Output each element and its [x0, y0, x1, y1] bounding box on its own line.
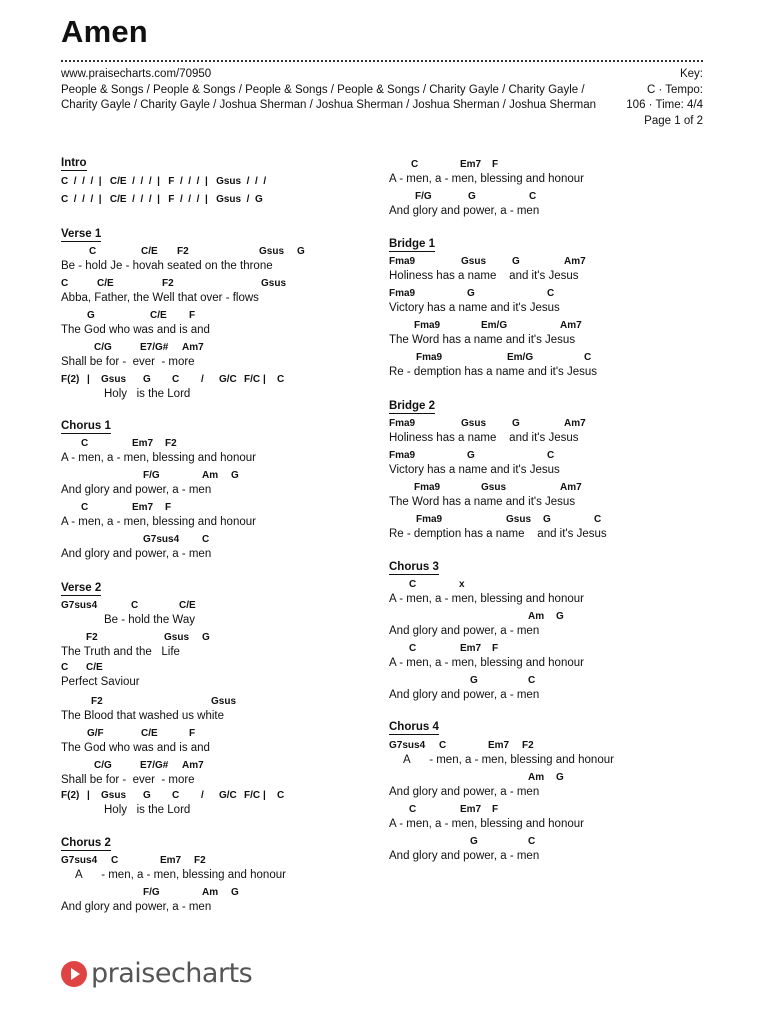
chord: F2	[86, 632, 98, 643]
chord: C	[131, 600, 139, 611]
chord: F2	[522, 740, 534, 751]
chord: C/G	[94, 342, 112, 353]
key-tempo: C · Tempo:	[646, 83, 703, 96]
chord: C/E	[150, 310, 167, 321]
intro-line: C / / / | C/E / / / | F / / / | Gsus / G	[61, 194, 263, 205]
chord: /	[201, 374, 204, 385]
chord: F2	[91, 696, 103, 707]
chord: G	[143, 374, 151, 385]
chord: C	[529, 191, 537, 202]
chord: Gsus	[261, 278, 287, 289]
intro-line: C / / / | C/E / / / | F / / / | Gsus / / /	[61, 176, 267, 187]
chord: G	[470, 836, 478, 847]
song-meta	[61, 67, 606, 114]
lyric-line: A - men, a - men, blessing and honour	[61, 516, 256, 528]
chord: F/G	[143, 470, 160, 481]
chord: Fma9	[414, 482, 441, 493]
chord: C	[81, 502, 89, 513]
chord: F	[492, 643, 499, 654]
chord: C	[439, 740, 447, 751]
chord: C	[172, 374, 180, 385]
lyric-line: Abba, Father, the Well that over - flows	[61, 292, 259, 304]
chord: Am	[202, 887, 219, 898]
chord: F	[492, 159, 499, 170]
lyric-line: A - men, a - men, blessing and honour	[389, 657, 584, 669]
song-info	[593, 67, 703, 129]
play-circle-icon	[61, 961, 87, 987]
chord: G	[470, 675, 478, 686]
chord: G/C	[219, 790, 237, 801]
chord: G	[143, 790, 151, 801]
chord: C	[547, 450, 555, 461]
chord: C	[411, 159, 419, 170]
song-url[interactable]: www.praisecharts.com/70950	[61, 68, 212, 80]
tempo-time: 106 · Time: 4/4	[626, 99, 703, 111]
chord: G	[512, 256, 520, 267]
lyric-line: And glory and power, a - men	[61, 548, 212, 560]
chord: Em7	[460, 643, 482, 654]
lyric-line: And glory and power, a - men	[389, 625, 540, 637]
chord: x	[459, 579, 465, 590]
lyric-line: Re - demption has a name and it's Jesus	[389, 528, 607, 540]
chord: G7sus4	[389, 740, 426, 751]
chord: Em7	[132, 502, 154, 513]
chord: C	[61, 278, 69, 289]
chord: Fma9	[389, 288, 416, 299]
chord: C/E	[179, 600, 196, 611]
chord: Am7	[182, 342, 204, 353]
lyric-line: A - men, a - men, blessing and honour	[403, 754, 614, 766]
chord: Gsus	[506, 514, 532, 525]
lyric-line: The God who was and is and	[61, 324, 210, 336]
chord: Gsus	[481, 482, 507, 493]
chord: C	[277, 374, 285, 385]
lyric-line: The Blood that washed us white	[61, 710, 225, 722]
chord: G7sus4	[61, 855, 98, 866]
chord: F/C	[244, 374, 261, 385]
chord: Gsus	[259, 246, 285, 257]
chord: F	[492, 804, 499, 815]
chord: F/G	[143, 887, 160, 898]
lyric-line: And glory and power, a - men	[389, 850, 540, 862]
chord: C	[584, 352, 592, 363]
section-heading-chorus-4: Chorus 4	[389, 721, 439, 733]
lyric-line: The God who was and is and	[61, 742, 210, 754]
section-heading-chorus-2: Chorus 2	[61, 837, 111, 849]
lyric-line: A - men, a - men, blessing and honour	[389, 173, 584, 185]
chord: Em/G	[481, 320, 508, 331]
chord: G	[231, 470, 239, 481]
chord: F2	[165, 438, 177, 449]
section-heading-bridge-2: Bridge 2	[389, 400, 436, 412]
chord: C	[172, 790, 180, 801]
song-credits: People & Songs / People & Songs / People & Songs / People & Songs / Charity Gayle / Charity Gayle / Charity Gayle / Charity Gayle / Joshua Sherman / Joshua Sherman / Joshua Sherman / Joshua Sherman	[61, 83, 597, 111]
chord: C	[202, 534, 210, 545]
lyric-line: Be - hold the Way	[104, 614, 195, 626]
chord: F	[189, 310, 196, 321]
section-heading-bridge-1: Bridge 1	[389, 238, 436, 250]
chord: Em7	[460, 804, 482, 815]
chord: Fma9	[389, 256, 416, 267]
lyric-line: Be - hold Je - hovah seated on the throne	[61, 260, 273, 272]
lyric-line: And glory and power, a - men	[61, 901, 212, 913]
dotted-divider	[61, 60, 703, 62]
chord: G	[543, 514, 551, 525]
chord: C	[409, 643, 417, 654]
lyric-line: Holy is the Lord	[104, 804, 191, 816]
chord: G	[467, 450, 475, 461]
chord: F	[165, 502, 172, 513]
chord: G	[231, 887, 239, 898]
section-heading-intro: Intro	[61, 157, 87, 169]
chord: Em7	[160, 855, 182, 866]
chord: C/E	[141, 728, 158, 739]
chord: C	[409, 804, 417, 815]
page-number: Page 1 of 2	[644, 114, 703, 127]
chord: E7/G#	[140, 760, 169, 771]
lyric-line: Shall be for - ever - more	[61, 356, 195, 368]
chord: Em7	[460, 159, 482, 170]
brand-name: praisecharts	[91, 958, 253, 989]
lyric-line: The Truth and the Life	[61, 646, 180, 658]
chord: |	[263, 374, 266, 385]
chord: Am7	[560, 320, 582, 331]
lyric-line: A - men, a - men, blessing and honour	[75, 869, 286, 881]
chord: C/E	[141, 246, 158, 257]
chord: |	[263, 790, 266, 801]
chord: F/C	[244, 790, 261, 801]
chord: F/G	[415, 191, 432, 202]
chord: C/E	[86, 662, 103, 673]
lyric-line: The Word has a name and it's Jesus	[389, 334, 576, 346]
section-heading-chorus-3: Chorus 3	[389, 561, 439, 573]
chord: F2	[162, 278, 174, 289]
chord: |	[87, 374, 90, 385]
chord: C	[61, 662, 69, 673]
praisecharts-logo[interactable]	[61, 958, 252, 989]
chord: Fma9	[414, 320, 441, 331]
chord: Fma9	[389, 450, 416, 461]
lyric-line: And glory and power, a - men	[389, 689, 540, 701]
lyric-line: A - men, a - men, blessing and honour	[61, 452, 256, 464]
chord: C	[528, 675, 536, 686]
chord: Am7	[564, 418, 586, 429]
chord: Fma9	[389, 418, 416, 429]
chord: C	[277, 790, 285, 801]
chord: Gsus	[101, 374, 127, 385]
chord: F(2)	[61, 374, 80, 385]
chord: G	[87, 310, 95, 321]
lyric-line: Shall be for - ever - more	[61, 774, 195, 786]
chord: G7sus4	[61, 600, 98, 611]
chord: Am7	[560, 482, 582, 493]
chord: F2	[194, 855, 206, 866]
chord: C/E	[97, 278, 114, 289]
lyric-line: And glory and power, a - men	[61, 484, 212, 496]
chord: C	[111, 855, 119, 866]
chord: G	[556, 611, 564, 622]
chord: |	[87, 790, 90, 801]
chord: F2	[177, 246, 189, 257]
chord: C	[528, 836, 536, 847]
lyric-line: And glory and power, a - men	[389, 205, 540, 217]
chord: Am	[528, 772, 545, 783]
chord: Am7	[182, 760, 204, 771]
lyric-line: A - men, a - men, blessing and honour	[389, 593, 584, 605]
chord: Em7	[132, 438, 154, 449]
chord: C	[547, 288, 555, 299]
chord: G	[468, 191, 476, 202]
chord: C	[81, 438, 89, 449]
chord: Gsus	[461, 418, 487, 429]
lyric-line: Victory has a name and it's Jesus	[389, 302, 560, 314]
chord: C	[594, 514, 602, 525]
chord: G	[512, 418, 520, 429]
section-heading-verse-2: Verse 2	[61, 582, 102, 594]
chord: Am	[202, 470, 219, 481]
lyric-line: Holiness has a name and it's Jesus	[389, 270, 579, 282]
lyric-line: Victory has a name and it's Jesus	[389, 464, 560, 476]
chord: Fma9	[416, 514, 443, 525]
chord: G	[556, 772, 564, 783]
chord: Gsus	[101, 790, 127, 801]
chord: /	[201, 790, 204, 801]
chord: G/F	[87, 728, 104, 739]
chord: G7sus4	[143, 534, 180, 545]
chord: Gsus	[461, 256, 487, 267]
lyric-line: Holiness has a name and it's Jesus	[389, 432, 579, 444]
chord: Em/G	[507, 352, 534, 363]
lyric-line: The Word has a name and it's Jesus	[389, 496, 576, 508]
section-heading-verse-1: Verse 1	[61, 228, 102, 240]
lyric-line: Re - demption has a name and it's Jesus	[389, 366, 598, 378]
chord: Gsus	[164, 632, 190, 643]
lyric-line: A - men, a - men, blessing and honour	[389, 818, 584, 830]
lyric-line: And glory and power, a - men	[389, 786, 540, 798]
chord: F	[189, 728, 196, 739]
chord: Am	[528, 611, 545, 622]
chord: C	[89, 246, 97, 257]
chord: G	[297, 246, 305, 257]
chord: G	[202, 632, 210, 643]
chord: F(2)	[61, 790, 80, 801]
chord: Am7	[564, 256, 586, 267]
chord: C	[409, 579, 417, 590]
chord: Gsus	[211, 696, 237, 707]
key-label: Key:	[679, 68, 703, 80]
chord: Em7	[488, 740, 510, 751]
lyric-line: Holy is the Lord	[104, 388, 191, 400]
lyric-line: Perfect Saviour	[61, 676, 140, 688]
song-title: Amen	[61, 14, 148, 49]
chord: G	[467, 288, 475, 299]
chord: G/C	[219, 374, 237, 385]
chord: Fma9	[416, 352, 443, 363]
section-heading-chorus-1: Chorus 1	[61, 420, 111, 432]
chord: C/G	[94, 760, 112, 771]
chord: E7/G#	[140, 342, 169, 353]
